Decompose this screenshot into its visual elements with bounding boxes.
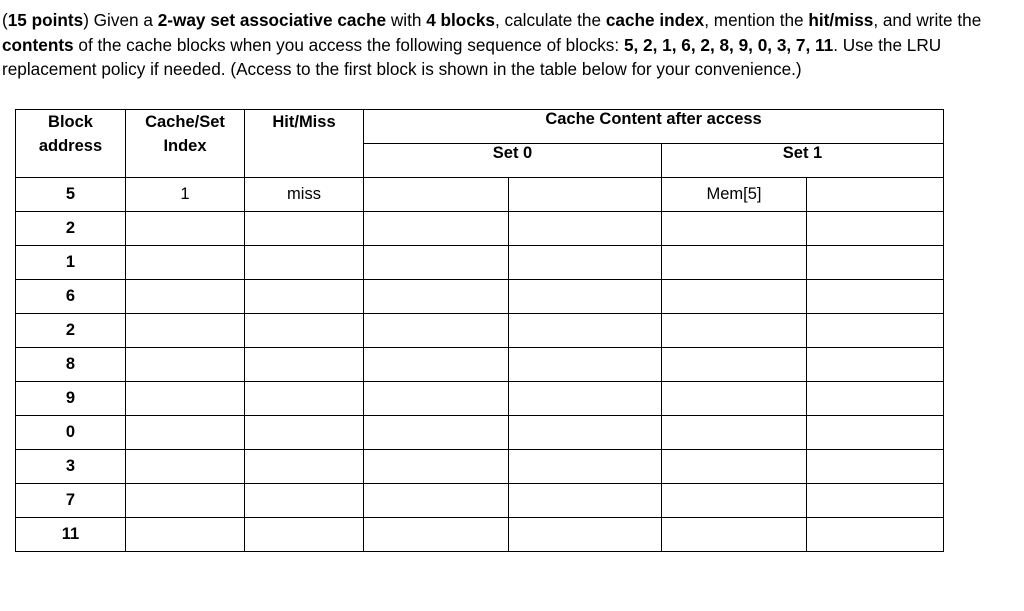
cell-set1-way0[interactable] — [662, 416, 807, 450]
cell-hit-miss[interactable]: miss — [245, 178, 364, 212]
header-set-1-label: Set 1 — [782, 144, 823, 162]
cell-block-address: 6 — [16, 280, 126, 314]
question-emphasis: hit/miss — [808, 10, 874, 30]
cell-hit-miss[interactable] — [245, 382, 364, 416]
cell-hit-miss[interactable] — [245, 484, 364, 518]
cell-set0-way1[interactable] — [509, 178, 662, 212]
cell-set0-way0[interactable] — [364, 484, 509, 518]
cell-set-index[interactable] — [126, 314, 245, 348]
question-fragment: , and write the — [873, 10, 982, 30]
cell-set1-way0[interactable] — [662, 348, 807, 382]
question-fragment: . Use the LRU replacement policy if needed. (Access to the first block is shown in the table below for your convenience.) — [2, 34, 942, 79]
cell-set1-way0[interactable] — [662, 280, 807, 314]
question-fragment: ( — [2, 10, 8, 30]
question-fragment: of the cache blocks when you access the following sequence of blocks: — [73, 34, 624, 55]
cell-block-address: 1 — [16, 246, 126, 280]
cell-block-address: 9 — [16, 382, 126, 416]
cache-table — [15, 109, 944, 552]
table-row — [16, 450, 944, 484]
question-emphasis: 2-way set associative cache — [157, 10, 387, 30]
cell-set1-way1[interactable] — [807, 280, 944, 314]
header-block-address — [16, 110, 126, 178]
cell-block-address: 8 — [16, 348, 126, 382]
table-row — [16, 484, 944, 518]
cell-block-address: 2 — [16, 314, 126, 348]
table-row — [16, 382, 944, 416]
table-row — [16, 280, 944, 314]
cell-set0-way0[interactable] — [364, 212, 509, 246]
cell-hit-miss[interactable] — [245, 280, 364, 314]
cell-set0-way1[interactable] — [509, 212, 662, 246]
cell-set0-way1[interactable] — [509, 382, 662, 416]
header-hit-miss — [245, 110, 364, 178]
cell-set0-way1[interactable] — [509, 314, 662, 348]
cell-set1-way1[interactable] — [807, 450, 944, 484]
table-row — [16, 246, 944, 280]
table-row — [16, 314, 944, 348]
cell-set-index[interactable] — [126, 518, 245, 552]
cell-set-index[interactable]: 1 — [126, 178, 245, 212]
question-emphasis: 5, 2, 1, 6, 2, 8, 9, 0, 3, 7, 11 — [623, 34, 834, 55]
cell-set0-way1[interactable] — [509, 484, 662, 518]
cell-set1-way0[interactable] — [662, 382, 807, 416]
cell-hit-miss[interactable] — [245, 518, 364, 552]
header-cache-content — [364, 110, 944, 144]
header-cache-set-index-label: Cache/Set Index — [145, 113, 225, 155]
cell-set0-way0[interactable] — [364, 518, 509, 552]
header-set-0-label: Set 0 — [492, 144, 533, 162]
cell-set-index[interactable] — [126, 212, 245, 246]
header-block-address-label: Block address — [38, 113, 103, 155]
question-emphasis: 15 points — [7, 10, 84, 30]
cell-set0-way1[interactable] — [509, 416, 662, 450]
cell-set-index[interactable] — [126, 348, 245, 382]
cell-block-address: 5 — [16, 178, 126, 212]
cell-set1-way0[interactable] — [662, 484, 807, 518]
header-set-0 — [364, 144, 662, 178]
cell-set1-way0[interactable] — [662, 518, 807, 552]
cell-hit-miss[interactable] — [245, 416, 364, 450]
cell-set0-way0[interactable] — [364, 314, 509, 348]
header-set-1 — [662, 144, 944, 178]
cell-set-index[interactable] — [126, 450, 245, 484]
cell-set1-way1[interactable] — [807, 348, 944, 382]
question-emphasis: contents — [2, 34, 74, 55]
cell-set1-way0[interactable]: Mem[5] — [662, 178, 807, 212]
cell-block-address: 2 — [16, 212, 126, 246]
cell-set-index[interactable] — [126, 382, 245, 416]
cell-set0-way0[interactable] — [364, 382, 509, 416]
cell-hit-miss[interactable] — [245, 246, 364, 280]
cell-set1-way1[interactable] — [807, 416, 944, 450]
header-hit-miss-label: Hit/Miss — [272, 113, 336, 131]
table-body — [16, 178, 944, 552]
cell-set0-way1[interactable] — [509, 246, 662, 280]
cell-block-address: 0 — [16, 416, 126, 450]
cell-set-index[interactable] — [126, 416, 245, 450]
cell-set0-way1[interactable] — [509, 450, 662, 484]
cell-set1-way0[interactable] — [662, 314, 807, 348]
table-row — [16, 416, 944, 450]
cell-set1-way0[interactable] — [662, 450, 807, 484]
cell-hit-miss[interactable] — [245, 314, 364, 348]
question-fragment: , calculate the — [494, 10, 606, 30]
question-emphasis: 4 blocks — [426, 10, 495, 30]
cell-set1-way1[interactable] — [807, 246, 944, 280]
cell-set1-way0[interactable] — [662, 212, 807, 246]
cell-set1-way1[interactable] — [807, 382, 944, 416]
cell-set0-way1[interactable] — [509, 348, 662, 382]
cell-hit-miss[interactable] — [245, 212, 364, 246]
table-row — [16, 212, 944, 246]
question-fragment: , mention the — [704, 10, 809, 30]
cell-set-index[interactable] — [126, 484, 245, 518]
cell-set0-way1[interactable] — [509, 280, 662, 314]
question-fragment: ) Given a — [83, 10, 158, 30]
cell-set1-way1[interactable] — [807, 178, 944, 212]
cell-set1-way1[interactable] — [807, 484, 944, 518]
cell-set0-way0[interactable] — [364, 178, 509, 212]
cell-set1-way0[interactable] — [662, 246, 807, 280]
cell-set0-way0[interactable] — [364, 246, 509, 280]
table-row — [16, 348, 944, 382]
cell-set0-way0[interactable] — [364, 416, 509, 450]
cell-hit-miss[interactable] — [245, 348, 364, 382]
cell-set1-way1[interactable] — [807, 314, 944, 348]
cell-set0-way0[interactable] — [364, 348, 509, 382]
cell-block-address: 3 — [16, 450, 126, 484]
cell-set-index[interactable] — [126, 246, 245, 280]
header-cache-set-index — [126, 110, 245, 178]
cell-set-index[interactable] — [126, 280, 245, 314]
table-row — [16, 518, 944, 552]
question-fragment: with — [386, 10, 427, 30]
cell-set0-way0[interactable] — [364, 450, 509, 484]
question-text — [2, 8, 1017, 82]
cell-hit-miss[interactable] — [245, 450, 364, 484]
cell-set1-way1[interactable] — [807, 518, 944, 552]
table-row — [16, 178, 944, 212]
question-emphasis: cache index — [605, 10, 705, 30]
cell-set0-way0[interactable] — [364, 280, 509, 314]
cell-set0-way1[interactable] — [509, 518, 662, 552]
cell-block-address: 11 — [16, 518, 126, 552]
header-cache-content-label: Cache Content after access — [545, 110, 762, 128]
cell-block-address: 7 — [16, 484, 126, 518]
cell-set1-way1[interactable] — [807, 212, 944, 246]
